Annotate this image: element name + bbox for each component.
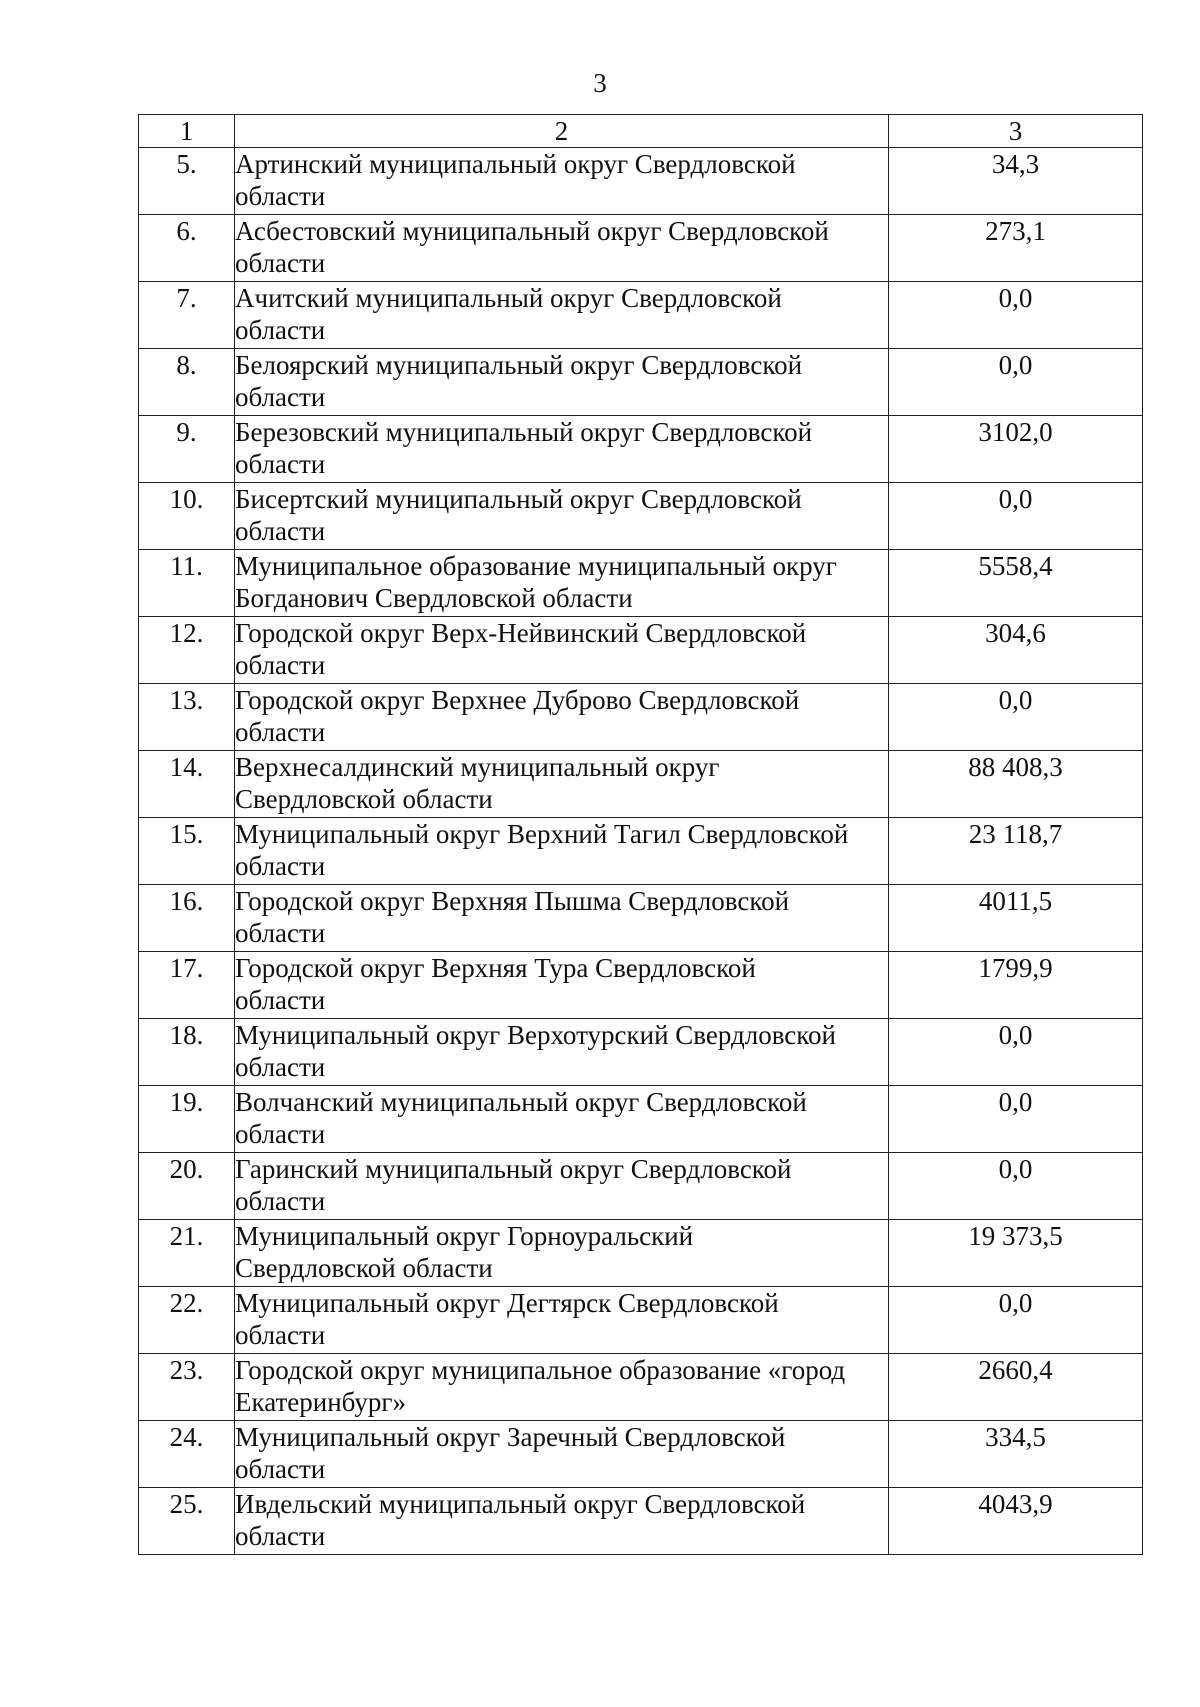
amount-cell: 0,0: [889, 483, 1143, 550]
municipality-name-cell: [235, 885, 889, 952]
row-number-cell: 19.: [139, 1086, 235, 1153]
amount-cell: 0,0: [889, 684, 1143, 751]
municipality-name-line-2: Свердловской области: [235, 1253, 493, 1283]
table-row: [139, 885, 1143, 952]
municipality-name-line-2: области: [235, 1052, 326, 1082]
table-row: [139, 1421, 1143, 1488]
municipality-name-cell: [235, 349, 889, 416]
header-cell-2: 2: [235, 115, 889, 148]
table-row: [139, 349, 1143, 416]
municipality-name-cell: [235, 952, 889, 1019]
row-number-cell: 9.: [139, 416, 235, 483]
municipality-name-line-2: Екатеринбург»: [235, 1387, 406, 1417]
municipality-name-line-1: Бисертский муниципальный округ Свердловской: [235, 484, 802, 514]
municipality-name-line-1: Ачитский муниципальный округ Свердловской: [235, 283, 782, 313]
amount-cell: 0,0: [889, 1019, 1143, 1086]
amount-cell: 3102,0: [889, 416, 1143, 483]
municipality-name-line-1: Муниципальный округ Дегтярск Свердловской: [235, 1288, 779, 1318]
amount-cell: 88 408,3: [889, 751, 1143, 818]
row-number-cell: 21.: [139, 1220, 235, 1287]
municipality-name-cell: [235, 1488, 889, 1555]
table-row: [139, 1354, 1143, 1421]
table-row: [139, 1488, 1143, 1555]
row-number-cell: 12.: [139, 617, 235, 684]
municipality-name-line-2: области: [235, 248, 326, 278]
row-number-cell: 22.: [139, 1287, 235, 1354]
municipality-name-line-1: Артинский муниципальный округ Свердловской: [235, 149, 796, 179]
municipality-name-cell: [235, 818, 889, 885]
municipality-name-line-1: Муниципальный округ Верхний Тагил Свердловской: [235, 819, 849, 849]
municipality-name-cell: [235, 1421, 889, 1488]
table-row: [139, 282, 1143, 349]
municipality-name-line-1: Городской округ Верхняя Пышма Свердловской: [235, 886, 790, 916]
municipality-name-line-2: области: [235, 181, 326, 211]
municipality-name-cell: [235, 1153, 889, 1220]
header-cell-1: 1: [139, 115, 235, 148]
municipality-name-cell: [235, 617, 889, 684]
municipality-name-line-1: Городской округ Верхняя Тура Свердловской: [235, 953, 756, 983]
amount-cell: 23 118,7: [889, 818, 1143, 885]
municipality-name-line-2: области: [235, 1320, 326, 1350]
municipality-name-cell: [235, 148, 889, 215]
amount-cell: 19 373,5: [889, 1220, 1143, 1287]
municipality-name-line-1: Березовский муниципальный округ Свердловской: [235, 417, 813, 447]
row-number-cell: 16.: [139, 885, 235, 952]
municipality-name-line-1: Верхнесалдинский муниципальный округ: [235, 752, 720, 782]
municipality-name-cell: [235, 483, 889, 550]
row-number-cell: 17.: [139, 952, 235, 1019]
municipality-name-line-2: области: [235, 382, 326, 412]
amount-cell: 334,5: [889, 1421, 1143, 1488]
amount-cell: 0,0: [889, 349, 1143, 416]
header-cell-3: 3: [889, 115, 1143, 148]
municipality-name-line-2: области: [235, 985, 326, 1015]
municipality-name-line-2: области: [235, 449, 326, 479]
row-number-cell: 5.: [139, 148, 235, 215]
municipality-name-line-1: Ивдельский муниципальный округ Свердловской: [235, 1489, 806, 1519]
row-number-cell: 7.: [139, 282, 235, 349]
municipality-name-line-2: Свердловской области: [235, 784, 493, 814]
table-row: [139, 751, 1143, 818]
amount-cell: 273,1: [889, 215, 1143, 282]
municipality-name-cell: [235, 1220, 889, 1287]
municipality-name-line-2: области: [235, 918, 326, 948]
municipality-name-cell: [235, 684, 889, 751]
table-header-row: [139, 115, 1143, 148]
amount-cell: 0,0: [889, 1153, 1143, 1220]
municipality-name-line-2: области: [235, 1521, 326, 1551]
amount-cell: 0,0: [889, 1287, 1143, 1354]
municipality-name-line-1: Городской округ Верхнее Дуброво Свердловской: [235, 685, 800, 715]
table-row: [139, 952, 1143, 1019]
municipality-name-line-2: области: [235, 516, 326, 546]
municipality-name-line-1: Городской округ муниципальное образование «город: [235, 1355, 846, 1385]
municipality-name-line-1: Муниципальное образование муниципальный округ: [235, 551, 837, 581]
municipality-name-line-1: Городской округ Верх-Нейвинский Свердловской: [235, 618, 807, 648]
municipality-name-cell: [235, 1019, 889, 1086]
table-row: [139, 215, 1143, 282]
row-number-cell: 14.: [139, 751, 235, 818]
municipality-name-line-2: области: [235, 851, 326, 881]
amount-cell: 4011,5: [889, 885, 1143, 952]
row-number-cell: 18.: [139, 1019, 235, 1086]
amount-cell: 1799,9: [889, 952, 1143, 1019]
table-row: [139, 1287, 1143, 1354]
municipality-name-line-1: Волчанский муниципальный округ Свердловской: [235, 1087, 807, 1117]
municipality-name-line-2: области: [235, 717, 326, 747]
row-number-cell: 11.: [139, 550, 235, 617]
data-table: [138, 114, 1143, 1555]
table-row: [139, 1220, 1143, 1287]
row-number-cell: 8.: [139, 349, 235, 416]
page-number: 3: [593, 68, 607, 98]
table-body: [139, 115, 1143, 1555]
row-number-cell: 10.: [139, 483, 235, 550]
amount-cell: 5558,4: [889, 550, 1143, 617]
municipality-name-cell: [235, 550, 889, 617]
municipality-name-line-2: области: [235, 1186, 326, 1216]
amount-cell: 0,0: [889, 282, 1143, 349]
row-number-cell: 15.: [139, 818, 235, 885]
row-number-cell: 13.: [139, 684, 235, 751]
municipality-name-line-1: Асбестовский муниципальный округ Свердловской: [235, 216, 829, 246]
table-row: [139, 617, 1143, 684]
table-row: [139, 684, 1143, 751]
municipality-name-line-1: Муниципальный округ Заречный Свердловской: [235, 1422, 786, 1452]
table-row: [139, 148, 1143, 215]
municipality-name-line-2: области: [235, 1119, 326, 1149]
table-row: [139, 483, 1143, 550]
row-number-cell: 20.: [139, 1153, 235, 1220]
municipality-name-line-2: Богданович Свердловской области: [235, 583, 633, 613]
municipality-name-line-2: области: [235, 650, 326, 680]
table-row: [139, 550, 1143, 617]
municipality-name-cell: [235, 215, 889, 282]
row-number-cell: 23.: [139, 1354, 235, 1421]
municipality-name-cell: [235, 751, 889, 818]
amount-cell: 34,3: [889, 148, 1143, 215]
municipality-name-cell: [235, 1354, 889, 1421]
municipality-name-cell: [235, 1086, 889, 1153]
row-number-cell: 24.: [139, 1421, 235, 1488]
amount-cell: 2660,4: [889, 1354, 1143, 1421]
municipality-name-cell: [235, 282, 889, 349]
row-number-cell: 6.: [139, 215, 235, 282]
table-row: [139, 818, 1143, 885]
municipality-name-cell: [235, 1287, 889, 1354]
table-row: [139, 1019, 1143, 1086]
table-row: [139, 1086, 1143, 1153]
row-number-cell: 25.: [139, 1488, 235, 1555]
municipality-name-line-2: области: [235, 315, 326, 345]
municipality-name-cell: [235, 416, 889, 483]
table-row: [139, 416, 1143, 483]
amount-cell: 0,0: [889, 1086, 1143, 1153]
municipality-name-line-2: области: [235, 1454, 326, 1484]
table-row: [139, 1153, 1143, 1220]
municipality-name-line-1: Белоярский муниципальный округ Свердловской: [235, 350, 803, 380]
municipality-name-line-1: Муниципальный округ Горноуральский: [235, 1221, 694, 1251]
municipality-name-line-1: Гаринский муниципальный округ Свердловской: [235, 1154, 792, 1184]
amount-cell: 304,6: [889, 617, 1143, 684]
municipality-name-line-1: Муниципальный округ Верхотурский Свердловской: [235, 1020, 836, 1050]
amount-cell: 4043,9: [889, 1488, 1143, 1555]
